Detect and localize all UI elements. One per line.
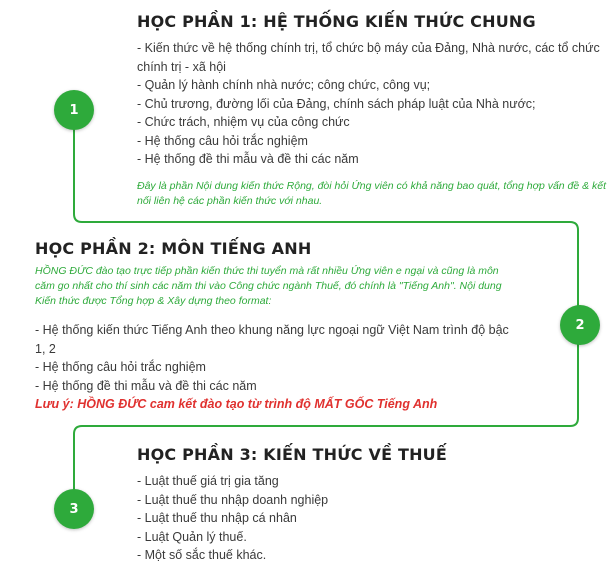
section-1 (137, 12, 607, 209)
step-badge-3: 3 (54, 489, 94, 529)
list-item: - Hệ thống câu hỏi trắc nghiệm (35, 360, 206, 374)
section-2-warning: Lưu ý: HỒNG ĐỨC cam kết đào tạo từ trình độ MẤT GỐC Tiếng Anh (35, 397, 438, 411)
list-item: - Kiến thức về hệ thống chính trị, tổ chức bộ máy của Đảng, Nhà nước, các tổ chức chính trị - xã hội (137, 41, 600, 74)
section-3 (137, 445, 577, 565)
list-item: - Hệ thống câu hỏi trắc nghiệm (137, 133, 308, 148)
step-badge-2: 2 (560, 305, 600, 345)
section-1-note: Đây là phần Nội dung kiến thức Rộng, đòi hỏi Ứng viên có khả năng bao quát, tổng hợp vấn đề & kết nối liên hệ các phần kiến thức với nhau. (137, 179, 607, 207)
section-2-title: HỌC PHẦN 2: MÔN TIẾNG ANH (35, 239, 312, 258)
list-item: - Hệ thống kiến thức Tiếng Anh theo khung năng lực ngoại ngữ Việt Nam trình độ bậc 1, 2 (35, 323, 509, 356)
section-3-title: HỌC PHẦN 3: KIẾN THỨC VỀ THUẾ (137, 445, 448, 464)
list-item: - Luật Quản lý thuế. (137, 529, 247, 544)
step-badge-1: 1 (54, 90, 94, 130)
section-3-list (137, 472, 577, 565)
section-2-intro: HỒNG ĐỨC đào tạo trực tiếp phần kiến thức thi tuyển mà rất nhiều Ứng viên e ngại và cũng là môn căm go nhất cho thí sinh các năm thi vào Công chức ngành Thuế, đó chính là "Tiếng Anh". Nội dung Kiến thức được Tổng hợp & Xây dựng theo format: (35, 265, 502, 307)
list-item: - Chức trách, nhiệm vụ của công chức (137, 115, 350, 129)
list-item: - Một số sắc thuế khác. (137, 548, 267, 562)
list-item: - Luật thuế thu nhập cá nhân (137, 511, 297, 525)
list-item: - Luật thuế thu nhập doanh nghiệp (137, 492, 329, 507)
list-item: - Quản lý hành chính nhà nước; công chức, công vụ; (137, 78, 431, 92)
list-item: - Hệ thống đề thi mẫu và đề thi các năm (35, 378, 257, 393)
section-1-list (137, 39, 607, 169)
section-2 (35, 239, 520, 413)
list-item: - Luật thuế giá trị gia tăng (137, 474, 279, 488)
list-item: - Chủ trương, đường lối của Đảng, chính sách pháp luật của Nhà nước; (137, 96, 536, 111)
section-2-list (35, 321, 520, 395)
list-item: - Hệ thống đề thi mẫu và đề thi các năm (137, 152, 359, 166)
section-1-title: HỌC PHẦN 1: HỆ THỐNG KIẾN THỨC CHUNG (137, 12, 536, 31)
